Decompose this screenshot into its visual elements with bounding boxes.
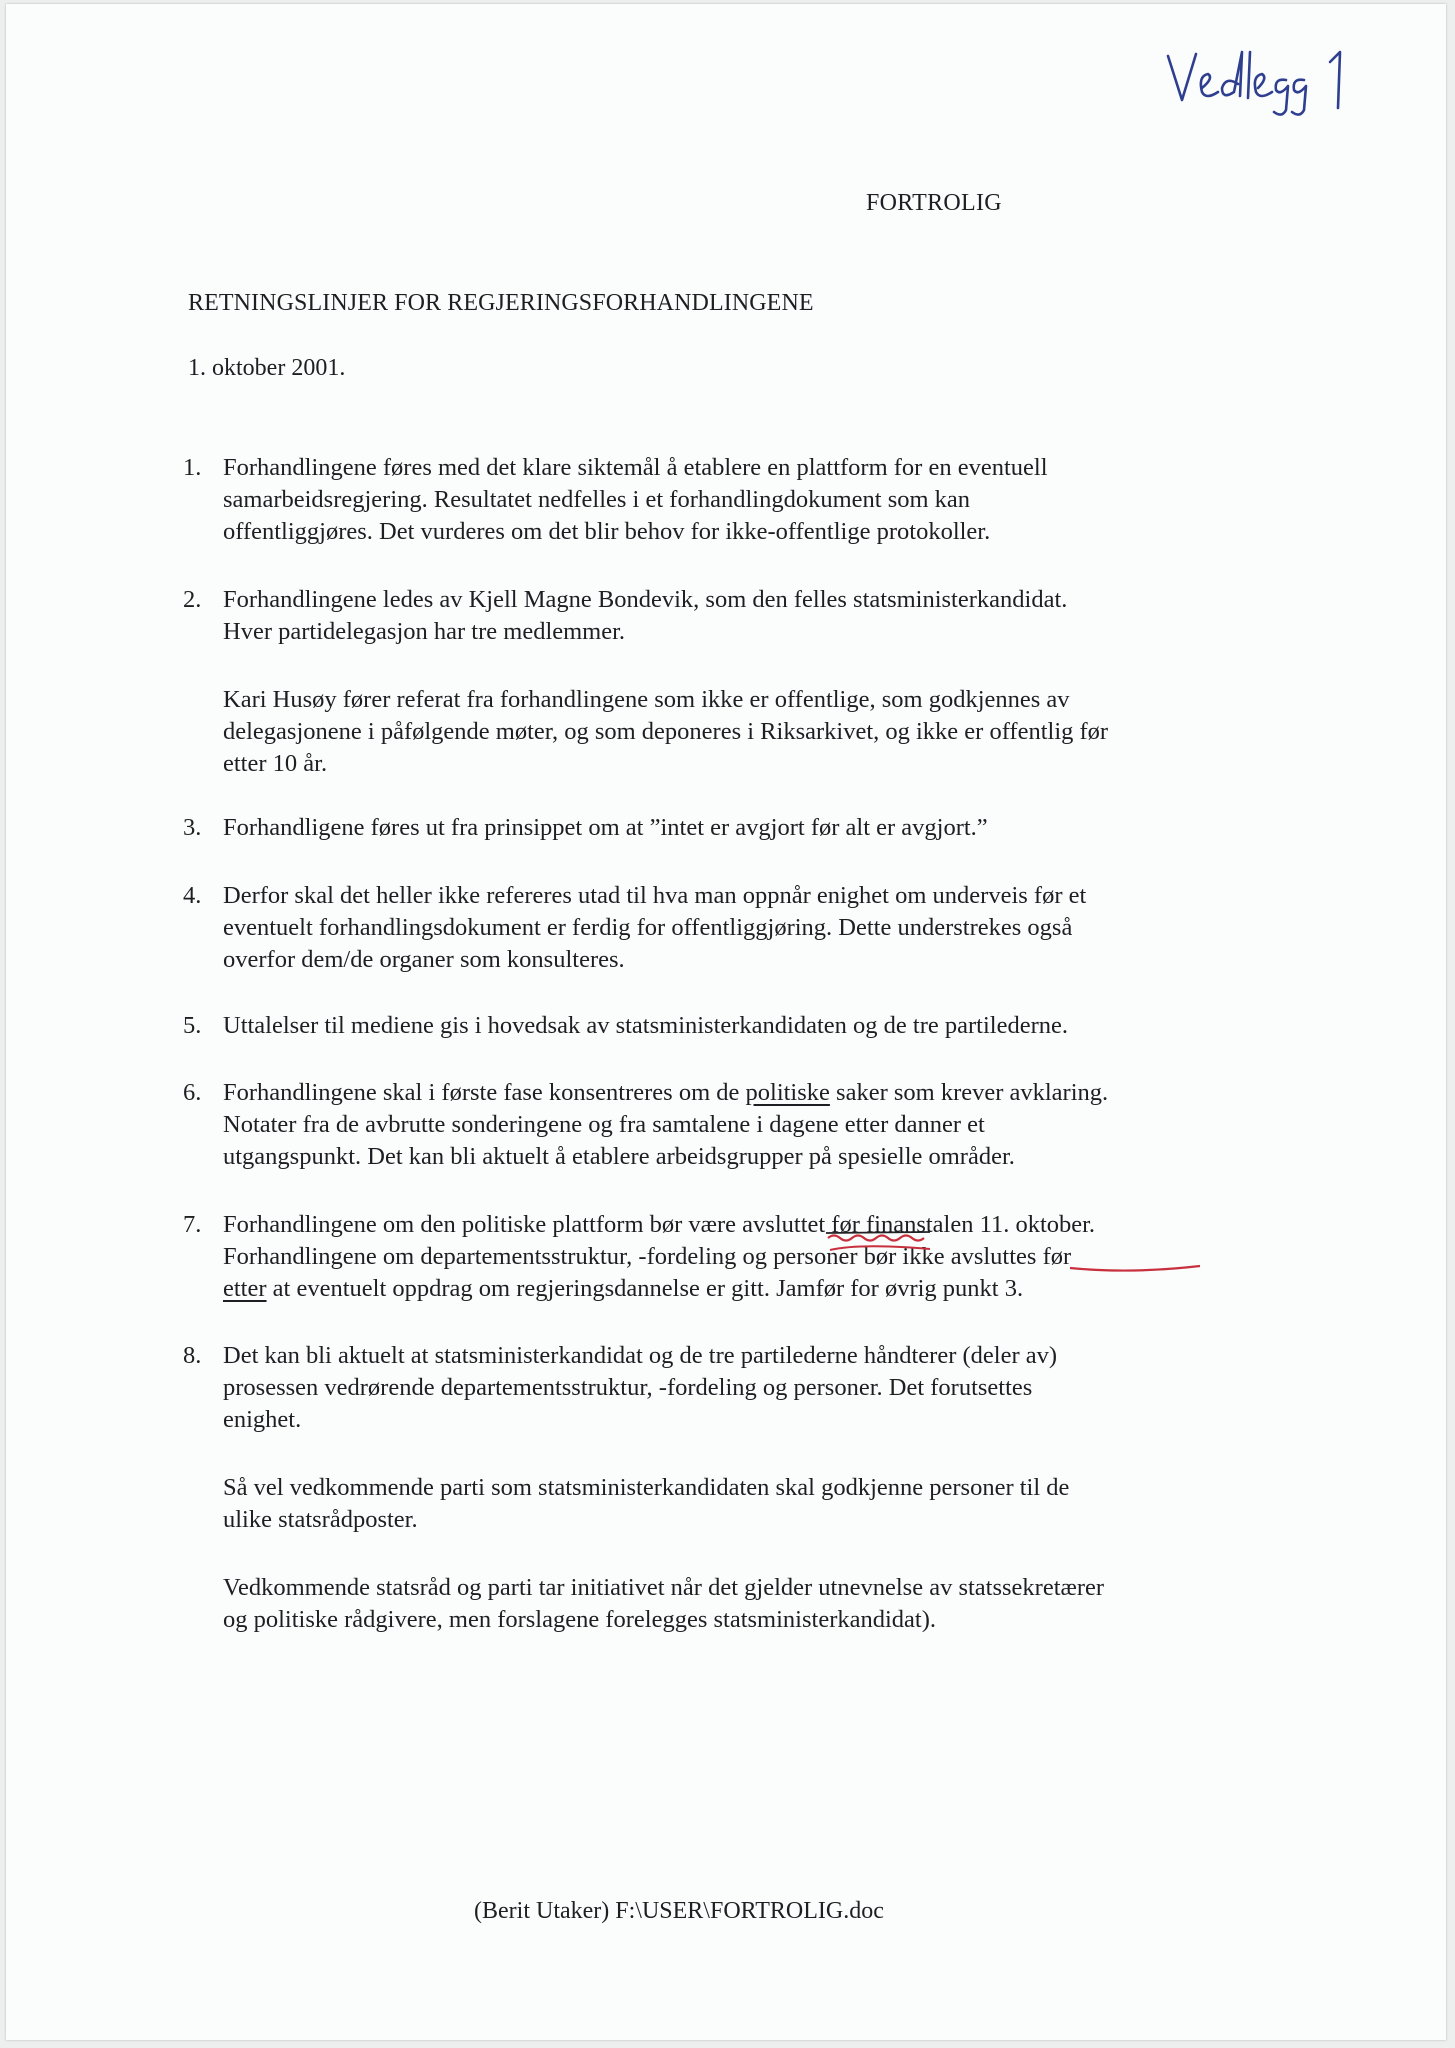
item-number: 7.	[183, 1211, 202, 1238]
footer-file-path: (Berit Utaker) F:\USER\FORTROLIG.doc	[474, 1898, 884, 1924]
underlined-word: politiske	[745, 1079, 830, 1106]
list-item	[183, 1209, 1293, 1305]
item-text	[223, 584, 1293, 780]
item-text	[223, 880, 1293, 976]
item-text	[223, 452, 1293, 548]
text-line	[223, 1077, 1293, 1109]
item-number: 5.	[183, 1012, 202, 1039]
list-item	[183, 1077, 1293, 1173]
text-line: Det kan bli aktuelt at statsministerkandidat og de tre partilederne håndterer (deler av)	[223, 1342, 1058, 1369]
text-line: Kari Husøy fører referat fra forhandlingene som ikke er offentlige, som godkjennes av	[223, 686, 1070, 713]
text-line: Notater fra de avbrutte sonderingene og fra samtalene i dagene etter danner et	[223, 1111, 985, 1138]
item-text	[223, 1340, 1293, 1636]
text-line: prosessen vedrørende departementsstruktur, -fordeling og personer. Det forutsettes	[223, 1374, 1033, 1401]
text-line	[223, 1273, 1293, 1305]
text-line: eventuelt forhandlingsdokument er ferdig for offentliggjøring. Dette understrekes også	[223, 914, 1073, 941]
text-line: Vedkommende statsråd og parti tar initiativet når det gjelder utnevnelse av statssekretærer	[223, 1574, 1105, 1601]
item-text	[223, 1010, 1293, 1042]
list-item	[183, 1340, 1293, 1636]
text-line: og politiske rådgivere, men forslagene forelegges statsministerkandidat).	[223, 1606, 937, 1633]
item-number: 4.	[183, 882, 202, 909]
handwritten-note	[1162, 48, 1352, 118]
item-number: 1.	[183, 454, 202, 481]
text-line: ulike statsrådposter.	[223, 1506, 418, 1533]
list-item	[183, 812, 1293, 844]
text-line: utgangspunkt. Det kan bli aktuelt å etablere arbeidsgrupper på spesielle områder.	[223, 1143, 1015, 1170]
confidential-label: FORTROLIG	[866, 190, 1002, 216]
text-line: overfor dem/de organer som konsulteres.	[223, 946, 625, 973]
item-number: 6.	[183, 1079, 202, 1106]
text-line: Derfor skal det heller ikke refereres utad til hva man oppnår enighet om underveis før et	[223, 882, 1087, 909]
item-number: 2.	[183, 586, 202, 613]
list-item	[183, 880, 1293, 976]
text-line: Forhandligene føres ut fra prinsippet om at ”intet er avgjort før alt er avgjort.”	[223, 814, 988, 841]
item-number: 8.	[183, 1342, 202, 1369]
text-line: Uttalelser til mediene gis i hovedsak av statsministerkandidaten og de tre partilederne.	[223, 1012, 1068, 1039]
item-text	[223, 812, 1293, 844]
text-line: Forhandlingene ledes av Kjell Magne Bondevik, som den felles statsministerkandidat.	[223, 586, 1068, 613]
text-line: Forhandlingene føres med det klare siktemål å etablere en plattform for en eventuell	[223, 454, 1048, 481]
document-date: 1. oktober 2001.	[188, 355, 346, 381]
list-item	[183, 452, 1293, 548]
text-line: Så vel vedkommende parti som statsministerkandidaten skal godkjenne personer til de	[223, 1474, 1070, 1501]
text-segment: at eventuelt oppdrag om regjeringsdannelse er gitt. Jamfør for øvrig punkt 3.	[266, 1275, 1024, 1302]
item-text	[223, 1209, 1293, 1305]
text-line: enighet.	[223, 1406, 302, 1433]
item-number: 3.	[183, 814, 202, 841]
text-line: etter 10 år.	[223, 750, 328, 777]
text-line: Forhandlingene om den politiske plattform bør være avsluttet før finanstalen 11. oktober.	[223, 1211, 1096, 1238]
text-line: Hver partidelegasjon har tre medlemmer.	[223, 618, 626, 645]
list-item	[183, 1010, 1293, 1042]
text-segment: saker som krever avklaring.	[829, 1079, 1109, 1106]
list-item	[183, 584, 1293, 780]
text-segment: Forhandlingene skal i første fase konsentreres om de	[223, 1079, 746, 1106]
document-title: RETNINGSLINJER FOR REGJERINGSFORHANDLINGENE	[188, 290, 814, 316]
item-text	[223, 1077, 1293, 1173]
underlined-word: etter	[223, 1275, 267, 1302]
text-line: offentliggjøres. Det vurderes om det blir behov for ikke-offentlige protokoller.	[223, 518, 991, 545]
text-line: samarbeidsregjering. Resultatet nedfelles i et forhandlingdokument som kan	[223, 486, 971, 513]
text-line: delegasjonene i påfølgende møter, og som deponeres i Riksarkivet, og ikke er offentlig før	[223, 718, 1109, 745]
text-line: Forhandlingene om departementsstruktur, -fordeling og personer bør ikke avsluttes før	[223, 1243, 1072, 1270]
